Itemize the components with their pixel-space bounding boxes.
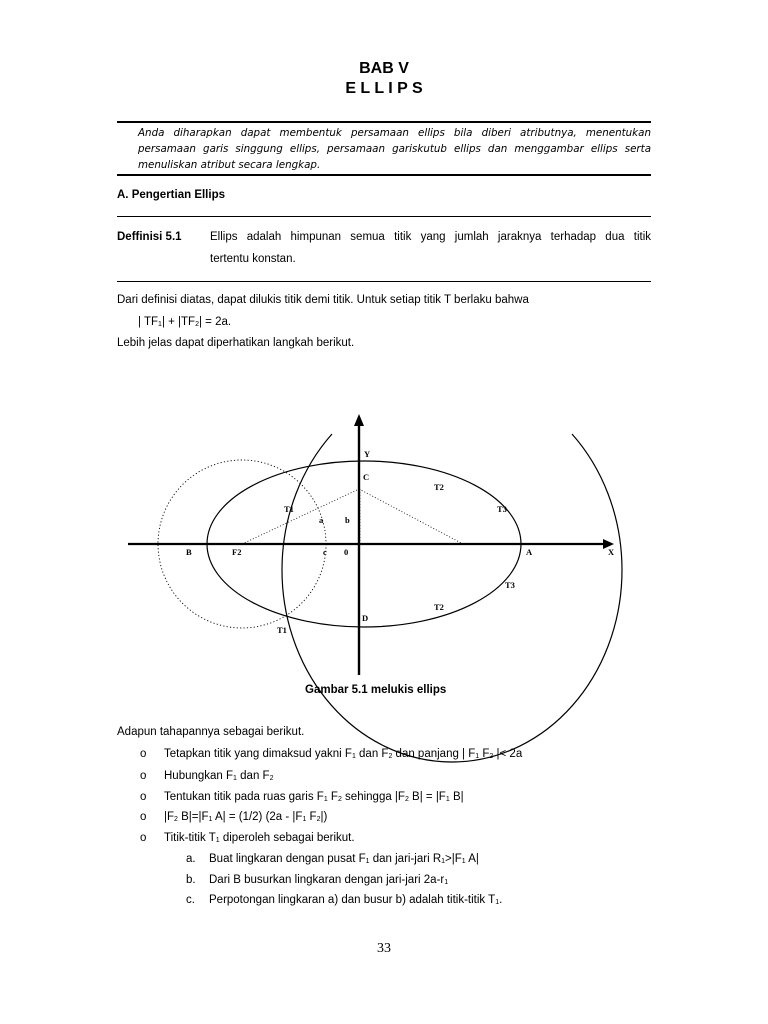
label-c: C	[363, 472, 370, 482]
page-number: 33	[377, 941, 391, 956]
label-t3-top: T3	[497, 504, 507, 514]
label-a-point: A	[526, 547, 533, 557]
paragraph-1: Dari definisi diatas, dapat dilukis titik demi titik. Untuk setiap titik T berlaku bahwa	[117, 294, 529, 306]
bullet-marker: o	[140, 832, 147, 844]
substep-letter: c.	[186, 894, 195, 906]
label-t1-top: T1	[284, 504, 294, 514]
label-b-point: B	[186, 547, 192, 557]
substep-letter: b.	[186, 874, 196, 886]
label-a-small: a	[319, 515, 324, 525]
definition-line-1: Ellips adalah himpunan semua titik yang jumlah jaraknya terhadap dua titik	[210, 231, 651, 243]
label-y: Y	[364, 449, 371, 459]
definition-line-2: tertentu konstan.	[210, 253, 296, 265]
label-c-small: c	[323, 547, 327, 557]
step-4: $|F_2$ $B|=|F_1$ A| = (1/2) ($2a - |F_1$ $F_2|$)	[164, 811, 328, 823]
chapter-title: E L L I P S	[345, 80, 423, 97]
section-heading: A. Pengertian Ellips	[117, 189, 225, 201]
step-1: Tetapkan titik yang dimaksud yakni $F_1$ dan $F_2$ dan panjang | $F_1$ $F_2$ |< 2a	[164, 748, 523, 760]
paragraph-2: Lebih jelas dapat diperhatikan langkah berikut.	[117, 337, 355, 349]
label-t1-bottom: T1	[277, 625, 287, 635]
figure-caption: Gambar 5.1 melukis ellips	[305, 684, 447, 696]
intro-text: Anda diharapkan dapat membentuk persamaan ellips bila diberi atributnya, menentukan persamaan garis singgung ellips, persamaan gariskutub ellips dan menggambar ellips serta menuliskan atribut secara lengkap.	[138, 127, 651, 171]
bullet-marker: o	[140, 811, 147, 823]
chapter-number: BAB V	[359, 60, 409, 77]
formula: | $TF_1| + |TF_2| = 2a$.	[138, 316, 232, 328]
line-cf2	[242, 489, 359, 544]
label-t2-top: T2	[434, 482, 444, 492]
arc-from-b	[282, 434, 622, 762]
label-x: X	[608, 547, 615, 557]
steps-intro: Adapun tahapannya sebagai berikut.	[117, 726, 305, 738]
bullet-marker: o	[140, 770, 147, 782]
step-5: Titik-titik $T_1$ diperoleh sebagai berikut.	[164, 832, 355, 844]
substep-b: Dari B busurkan lingkaran dengan jari-jari $2a-r_1$	[209, 874, 449, 886]
bullet-marker: o	[140, 748, 147, 760]
label-b-small: b	[345, 515, 350, 525]
definition-label: Deffinisi 5.1	[117, 231, 182, 243]
substep-letter: a.	[186, 853, 196, 865]
step-3: Tentukan titik pada ruas garis $F_1$ $F_2$ sehingga $|F_2$ $B| = |F_1$ B|	[164, 791, 464, 803]
label-t3-bottom: T3	[505, 580, 515, 590]
label-t2-bottom: T2	[434, 602, 444, 612]
substep-c: Perpotongan lingkaran a) dan busur b) adalah titik-titik $T_1$.	[209, 894, 503, 906]
line-cf1	[359, 489, 463, 544]
label-f2: F2	[232, 547, 242, 557]
step-2: Hubungkan $F_1$ dan $F_2$	[164, 770, 274, 782]
label-d: D	[362, 613, 369, 623]
bullet-marker: o	[140, 791, 147, 803]
substep-a: Buat lingkaran dengan pusat $F_1$ dan jari-jari $R_1>|F_1$ A|	[209, 853, 479, 865]
y-axis-arrow-icon	[354, 414, 364, 426]
label-origin: 0	[344, 547, 349, 557]
